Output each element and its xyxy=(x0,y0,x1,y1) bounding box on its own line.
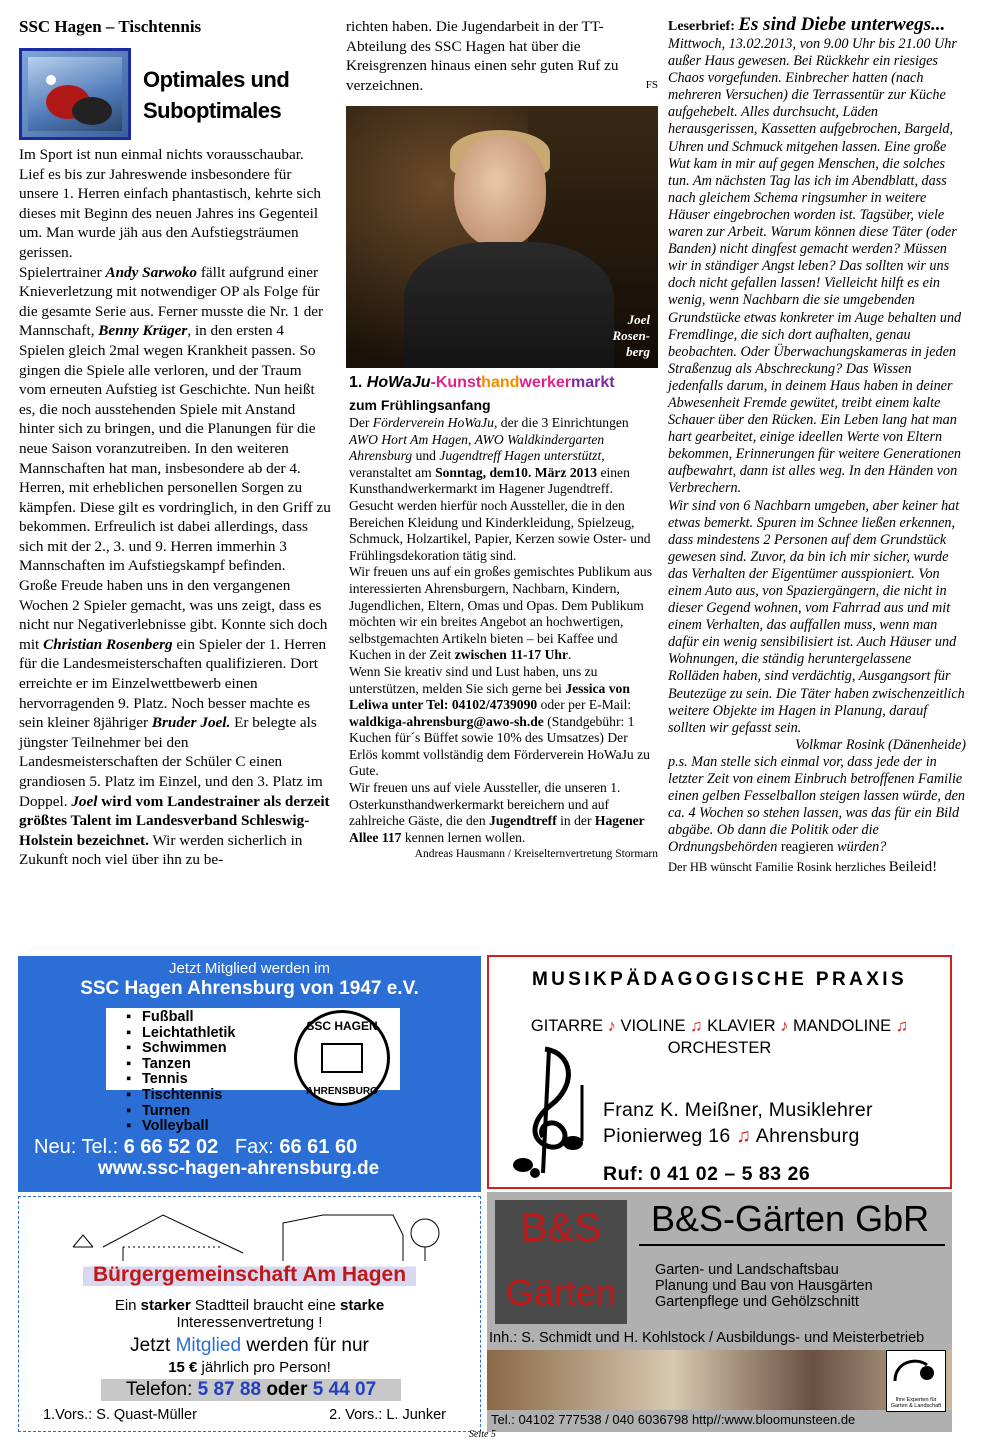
market-headline: 1. HoWaJu-Kunsthandwerkermarkt zum Frühlingsanfang xyxy=(349,374,615,413)
author-signature: Andreas Hausmann / Kreiselternvertretung Stormarn xyxy=(414,848,658,861)
headline-line2: Suboptimales xyxy=(143,98,282,123)
company-title: B&S-Gärten GbR xyxy=(651,1198,930,1239)
org-title: Bürgergemeinschaft Am Hagen xyxy=(19,1263,480,1287)
garden-photo xyxy=(487,1350,952,1410)
column-howaju xyxy=(346,17,658,95)
paragraph: Wir freuen uns auf ein großes gemischtes Publikum aus interessierten Ahrensburgern, Nachbarn, Kindern, Jugendlichen, Eltern, Omas und Opas. Dem Publikum möchten wir ein breites Angebot an hochwertigen, selbstgemachten Artikeln bieten – bei Kaffee und Kuchen in der Zeit zwischen 11-17 Uhr. xyxy=(349,564,652,663)
treble-clef-icon xyxy=(503,1045,587,1179)
letter-headline: Leserbrief: Es sind Diebe unterwegs... xyxy=(668,14,946,35)
author-initials: FS xyxy=(645,78,658,91)
experts-badge-icon: Ihre Experten für Garten & Landschaft xyxy=(886,1350,946,1412)
phone-bar: Telefon: 5 87 88 oder 5 44 07 xyxy=(101,1379,401,1401)
contact-line: Tel.: 04102 777538 / 040 6036798 http//:www.bloomunsteen.de xyxy=(491,1412,856,1427)
tabletennis-image xyxy=(28,57,122,131)
email-link: waldkiga-ahrensburg@awo-sh.de xyxy=(349,713,544,729)
person-name: Christian Rosenberg xyxy=(43,635,173,653)
sport-item: ▪ Tennis xyxy=(142,1072,400,1088)
address: Pionierweg 16 ♫ Ahrensburg xyxy=(603,1125,860,1147)
person-name: Andy Sarwoko xyxy=(105,263,198,281)
sport-item: ▪ Schwimmen xyxy=(142,1041,400,1057)
sport-item: ▪ Leichtathletik xyxy=(142,1026,400,1042)
sport-item: ▪ Volleyball xyxy=(142,1119,400,1135)
page-number: Seite 5 xyxy=(469,1429,496,1440)
ball-icon xyxy=(46,75,56,85)
owners: Inh.: S. Schmidt und H. Kohlstock / Ausbildungs- und Meisterbetrieb xyxy=(489,1330,925,1346)
sport-item: ▪ Tischtennis xyxy=(142,1088,400,1104)
chair-1: 1.Vors.: S. Quast-Müller xyxy=(43,1407,197,1423)
photo-joel xyxy=(346,106,658,368)
club-seal-icon: SSC HAGEN AHRENSBURG xyxy=(294,1010,390,1106)
chair-2: 2. Vors.: L. Junker xyxy=(329,1407,446,1423)
column-tischtennis xyxy=(19,17,331,43)
houses-sketch-icon xyxy=(63,1213,443,1263)
column-leserbrief xyxy=(668,14,966,876)
paragraph: Große Freude haben uns in den vergangenen Wochen 2 Spieler gemacht, was uns zeigt, dass es nicht nur Negativerlebnisse gibt. Konnte sich doch mit Christian Rosenberg ein Spieler der 1. Herren für die Landesmeisterschaften qualifizieren. Dort erreichte er im Einzelwettbewerb einen hervorragenden 9. Platz. Noch besser machte es sein kleiner 8jähriger Bruder Joel. Er belegte als jüngster Teilnehmer bei den Landesmeisterschaften der Schüler C einen grandiosen 5. Platz im Einzel, und den 3. Platz im Doppel. Joel wird vom Landestrainer als derzeit größtes Talent im Landesverband Schleswig-Holstein bezeichnet. Wir werden sicherlich in Zukunft noch viel über ihn zu be- xyxy=(19,577,330,869)
paragraph: Im Sport ist nun einmal nichts vorausschaubar. Lief es bis zur Jahreswende insbesondere für unsere 1. Herren einfach phantastisch, kehrte sich dieses mit Beginn des neuen Jahres ins Gegenteil um. Man wurde jäh aus den Aufstiegsträumen gerissen. xyxy=(19,146,321,261)
paragraph: Mittwoch, 13.02.2013, von 9.00 Uhr bis 21.00 Uhr außer Haus gewesen. Bei Rückkehr ein riesiges Chaos vorgefunden. Einbrecher hatten (nach mehreren Versuchen) die Terrassentür zur Küche aufgehebelt. Alles durchsucht, Läden herausgerissen, Kassetten aufgebrochen, Bargeld, Uhren und Schmuck mitgehen lassen. Eine große Wut kam in mir auf gegen Menschen, die solches tun. Am nächsten Tag las ich im Abendblatt, dass nach gleichem Schema ringsumher in weitere Häuser eingebrochen worden ist. Tagsüber, viele waren zur Arbeit. Warum können diese Täter (oder Banden) nicht dingfest gemacht werden? Müssen wir in ständiger Angst leben? Das sollten wir uns doch nicht gefallen lassen! Vielleicht hilft es ein wenig, wenn Nachbarn die sie umgebenden Grundstücke etwas konkreter im Auge behalten und Fremdlinge, die sich dort aufhalten, genau beobachten. Oder Überwachungskameras in jeden Straßenzug als Abschreckung? Das Wissen jedenfalls darum, in deinem Haus haben in deiner Abwesenheit Fremde gewütet, treibt einem kalte Schauer über den Rücken. Ein Leben lang hat man hart gearbeitet, einige ideellen Werte von Eltern bekommen, Erinnerungen für weitere Generationen aufbewahrt, dann ist alles weg. In den Händen von Verbrechern. xyxy=(668,36,962,497)
paragraph: Der Förderverein HoWaJu, der die 3 Einrichtungen AWO Hort Am Hagen, AWO Waldkindergarten Ahrensburg und Jugendtreff Hagen unterstützt, veranstaltet am Sonntag, dem10. März 2013 einen Kunsthandwerkermarkt im Hagener Jugendtreff. Gesucht werden hierfür noch Aussteller, die in den Bereichen Kleidung und Kinderkleidung, Spielzeug, Schmuck, Holzartikel, Papier, Kerzen sowie Oster- und Frühlingsdekoration tätig sind. xyxy=(349,415,651,563)
sport-item: ▪ Tanzen xyxy=(142,1057,400,1073)
headline-line1: Optimales und xyxy=(143,67,290,92)
paddle-black-icon xyxy=(72,97,112,125)
paragraph: Spielertrainer Andy Sarwoko fällt aufgrund einer Knieverletzung mit notwendiger OP als Folge für die gesamte Serie aus. Ferner musste die Nr. 1 der Mannschaft, Benny Krüger, in den ersten 4 Spielen gleich 2mal wegen Krankheit passen. So gingen die Spiele alle verloren, und der Traum vom erneuten Aufstieg ist Geschichte. Nun heißt es, die noch ausstehenden Spiele mit Anstand hinter sich zu bringen, und die Planungen für die neue Saison voranzutreiben. In den weiteren Mannschaften hat man, insbesondere ab der 4. Herren, mit erheblichen personellen Sorgen zu kämpfen. Diese gilt es vordringlich, in den Griff zu bekommen. Erfreulich ist dabei allerdings, dass sich mit der 2., 3. und 9. Herren immerhin 3 Mannschaften im Aufstiegskampf befinden. xyxy=(19,263,331,575)
letter-signature: Volkmar Rosink (Dänenheide) xyxy=(795,736,966,753)
contact-phone: Neu: Tel.: 6 66 52 02 Fax: 66 61 60 xyxy=(34,1136,358,1158)
paragraph: Wir sind von 6 Nachbarn umgeben, aber keiner hat etwas bemerkt. Spuren im Schnee ließen erkennen, dass mindestens 2 Personen auf dem Grundstück gewesen sind. Zuvor, da bin ich mir sicher, wurde das Verhalten der Eigentümer ausspioniert. Von einem Auto aus, von Spaziergängern, die nicht in dieser Gegend wohnen, vom Fahrrad aus und mit einem Verhalten, das auffallen muss, wenn man dafür ein wenig sensibilisiert ist. Auch Häuser und Wohnungen, die ständig heruntergelassene Rolläden haben, sind verdächtig, Ausgangsort für Beutezüge zu sein. Die Täter haben zwischenzeitlich weitere Objekte im Hagen in Planung, darauf sollten wir gefasst sein. xyxy=(668,497,965,736)
ad-buergergemeinschaft: Bürgergemeinschaft Am Hagen Ein starker Stadtteil braucht eine starke Interessenvertretung ! Jetzt Mitglied werden für nur 15 € jährlich pro Person! Telefon: 5 87 88 oder 5 44 07 1.Vors.: S. Quast-Müller 2. Vors.: L. Junker xyxy=(18,1196,481,1432)
instrument-list: GITARRE ♪ VIOLINE ♫ KLAVIER ♪ MANDOLINE ♫ ORCHESTER xyxy=(530,1017,909,1057)
teacher-name: Franz K. Meißner, Musiklehrer xyxy=(603,1099,873,1121)
services: Garten- und Landschaftsbau Planung und Bau von Hausgärten Gartenpflege und Gehölzschnitt xyxy=(655,1262,873,1310)
sport-item: ▪ Turnen xyxy=(142,1104,400,1120)
ad-ssc-hagen: Jetzt Mitglied werden im SSC Hagen Ahrensburg von 1947 e.V. ▪ Fußball ▪ Leichtathletik ▪ Schwimmen ▪ Tanzen ▪ Tennis ▪ Tischtennis ▪ Turnen ▪ Volleyball SSC HAGEN AHRENSBURG Neu: Tel.: 6 66 52 02 Fax: 66 61 60 www.ssc-hagen-ahrensburg.de xyxy=(18,956,481,1192)
ad-music-school: MUSIKPÄDAGOGISCHE PRAXIS GITARRE ♪ VIOLINE ♫ KLAVIER ♪ MANDOLINE ♫ ORCHESTER Franz K. Meißner, Musiklehrer Pionierweg 16 ♫ Ahrensburg Ruf: 0 41 02 – 5 83 26 xyxy=(487,955,952,1189)
website-link[interactable]: www.ssc-hagen-ahrensburg.de xyxy=(98,1158,380,1179)
section-title: SSC Hagen – Tischtennis xyxy=(19,17,202,36)
paragraph: Wenn Sie kreativ sind und Lust haben, uns zu unterstützen, melden Sie sich gerne bei Jessica von Leliwa unter Tel: 04102/4739090 oder per E-Mail: waldkiga-ahrensburg@awo-sh.de (Standgebühr: 1 Kuchen für´s Büffet sowie 10% des Umsatzes) Der Erlös kommt vollständig dem Förderverein HoWaJu zu Gute. xyxy=(349,663,650,779)
phone: Ruf: 0 41 02 – 5 83 26 xyxy=(603,1163,811,1185)
photo-caption: Joel Rosen- berg xyxy=(612,312,650,359)
tabletennis-logo xyxy=(19,48,131,140)
person-name: Benny Krüger xyxy=(98,322,188,340)
article-headline xyxy=(143,64,289,126)
paragraph: richten haben. Die Jugendarbeit in der TT-Abteilung des SSC Hagen hat über die Kreisgrenzen hinaus einen sehr guten Ruf zu verzeichnen. FS xyxy=(346,18,658,94)
person-name: Bruder Joel. xyxy=(151,714,231,732)
paragraph: p.s. Man stelle sich einmal vor, dass jede der in letzter Zeit von einem Einbruch betroffenen Familie einen gelben Fesselballon steigen lassen würde, den ca. 4 Wochen so stehen lassen, was das für ein Bild abgäbe. Ob dann die Politik oder die Ordnungsbehörden reagieren würden? xyxy=(668,753,965,856)
ad-bs-gaerten xyxy=(487,1192,952,1432)
paragraph: Wir freuen uns auf viele Aussteller, die unseren 1. Osterkunsthandwerkermarkt bereichern und auf zahlreiche Gäste, die den Jugendtreff in der Hagener Allee 117 kennen lernen wollen. xyxy=(349,780,645,845)
bs-logo: B&S Gärten xyxy=(495,1200,627,1324)
editor-note: Der HB wünscht Familie Rosink herzliches Beileid! xyxy=(668,858,938,875)
sport-item: ▪ Fußball xyxy=(142,1010,400,1026)
